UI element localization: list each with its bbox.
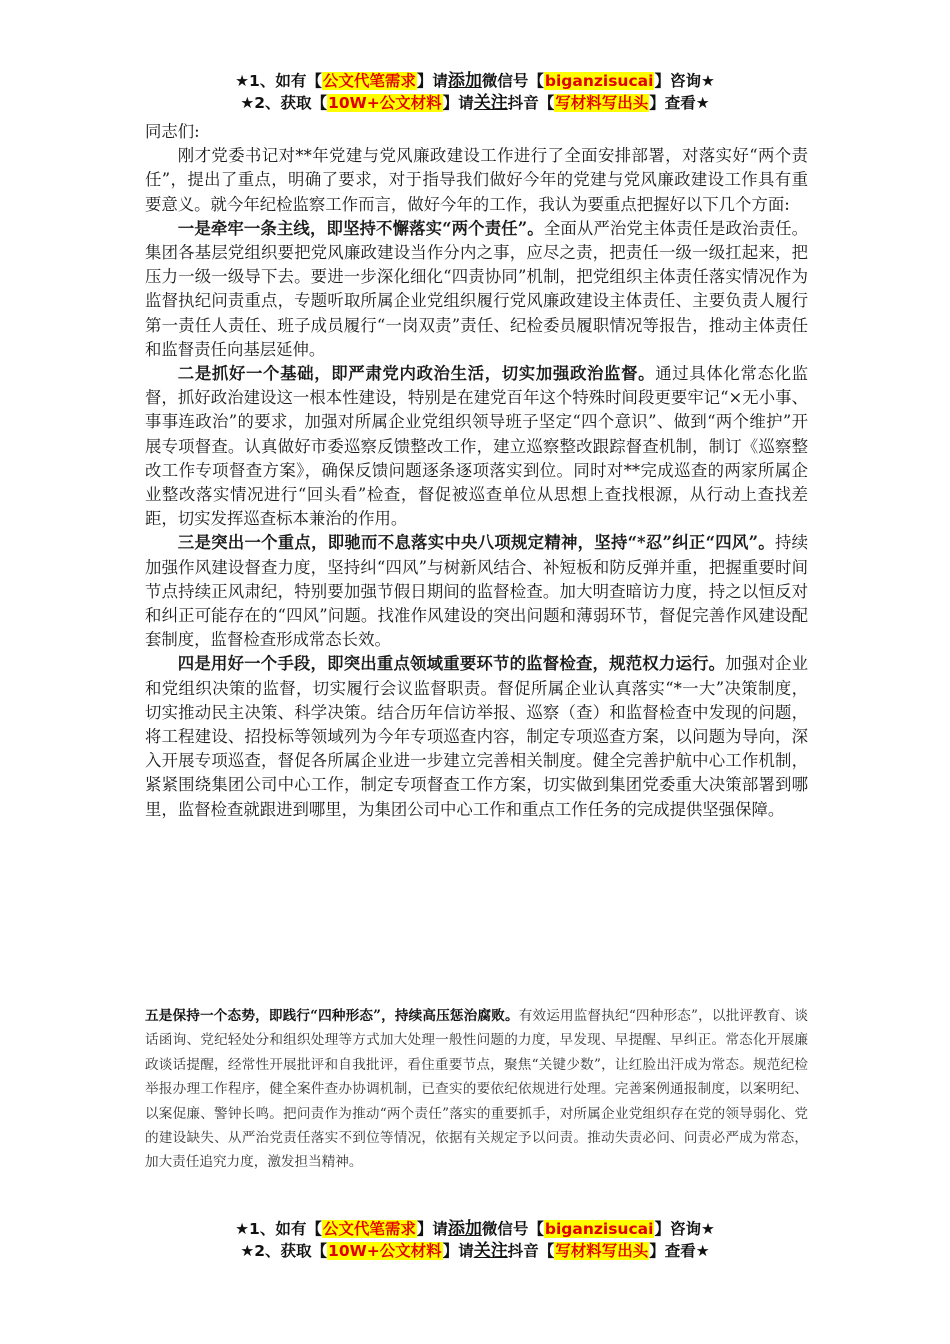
banner-highlight: 10W+公文材料 [328, 1242, 442, 1260]
banner-line-2: ★2、获取【10W+公文材料】请关注抖音【写材料写出头】查看★ [240, 93, 710, 113]
paragraph-4-heading: 四是用好一个手段，即突出重点领域重要环节的监督检查，规范权力运行。 [177, 654, 726, 674]
top-banner [0, 70, 950, 114]
banner-highlight: 写材料写出头 [555, 94, 649, 112]
banner-highlight: 10W+公文材料 [328, 94, 442, 112]
banner-line-1: ★1、如有【公文代笔需求】请添加微信号【biganzisucai】咨询★ [235, 71, 715, 91]
paragraph-2-heading: 二是抓好一个基础，即严肃党内政治生活，切实加强政治监督。 [177, 364, 656, 384]
salutation: 同志们: [145, 122, 200, 141]
paragraph-1: 一是牵牢一条主线，即坚持不懈落实“两个责任”。全面从严治党主体责任是政治责任。集团各基层党组织要把党风廉政建设当作分内之事，应尽之责，把责任一级一级扛起来，把压力一级一级导下去。要进一步深化细化“四责协同”机制，把党组织主体责任落实情况作为监督执纪问责重点，专题听取所属企业党组织履行党风廉政建设主体责任、主要负责人履行第一责任人责任、班子成员履行“一岗双责”责任、纪检委员履职情况等报告，推动主体责任和监督责任向基层延伸。 [145, 218, 809, 359]
paragraph-4: 四是用好一个手段，即突出重点领域重要环节的监督检查，规范权力运行。加强对企业和党组织决策的监督，切实履行会议监督职责。督促所属企业认真落实“*一大”决策制度，切实推动民主决策、科学决策。结合历年信访举报、巡察（查）和监督检查中发现的问题，将工程建设、招投标等领域列为今年专项巡查内容，制定专项巡查方案，以问题为导向，深入开展专项巡查，督促各所属企业进一步建立完善相关制度。健全完善护航中心工作机制，紧紧围绕集团公司中心工作，制定专项督查工作方案，切实做到集团党委重大决策部署到哪里，监督检查就跟进到哪里，为集团公司中心工作和重点工作任务的完成提供坚强保障。 [145, 654, 808, 819]
banner-highlight: 公文代笔需求 [322, 72, 416, 90]
banner-highlight: 写材料写出头 [555, 1242, 649, 1260]
paragraph-3-heading: 三是突出一个重点，即驰而不息落实中央八项规定精神，坚持“*忍”纠正“四风”。 [177, 533, 775, 553]
bottom-banner [0, 1218, 950, 1262]
paragraph-5: 五是保持一个态势，即践行“四种形态”，持续高压惩治腐败。有效运用监督执纪“四种形态”，以批评教育、谈话函询、党纪轻处分和组织处理等方式加大处理一般性问题的力度，早发现、早提醒、早纠正。常态化开展廉政谈话提醒，经常性开展批评和自我批评，看住重要节点，聚焦“关键少数”，让红脸出汗成为常态。规范纪检举报办理工作程序，健全案件查办协调机制，已查实的要依纪依规进行处理。完善案例通报制度，以案明纪、以案促廉、警钟长鸣。把问责作为推动“两个责任”落实的重要抓手，对所属企业党组织存在党的领导弱化、党的建设缺失、从严治党责任落实不到位等情况，依据有关规定予以问责。推动失责必问、问责必严成为常态，加大责任追究力度，激发担当精神。 [145, 1008, 808, 1171]
document-body [145, 120, 808, 822]
paragraph-2: 二是抓好一个基础，即严肃党内政治生活，切实加强政治监督。通过具体化常态化监督，抓好政治建设这一根本性建设，特别是在建党百年这个特殊时间段更要牢记“×无小事、事事连政治”的要求，加强对所属企业党组织领导班子坚定“四个意识”、做到“两个维护”开展专项督查。认真做好市委巡察反馈整改工作，建立巡察整改跟踪督查机制，制订《巡察整改工作专项督查方案》，确保反馈问题逐条逐项落实到位。同时对**完成巡查的两家所属企业整改落实情况进行“回头看”检查，督促被巡查单位从思想上查找根源，从行动上查找差距，切实发挥巡查标本兼治的作用。 [145, 364, 809, 529]
intro-paragraph: 刚才党委书记对**年党建与党风廉政建设工作进行了全面安排部署，对落实好“两个责任”，提出了重点，明确了要求，对于指导我们做好今年的党建与党风廉政建设工作具有重要意义。就今年纪检监察工作而言，做好今年的工作，我认为要重点把握好以下几个方面: [145, 146, 808, 214]
paragraph-1-heading: 一是牵牢一条主线，即坚持不懈落实“两个责任”。 [177, 218, 544, 238]
banner-line-2: ★2、获取【10W+公文材料】请关注抖音【写材料写出头】查看★ [240, 1241, 710, 1261]
paragraph-3: 三是突出一个重点，即驰而不息落实中央八项规定精神，坚持“*忍”纠正“四风”。持续加强作风建设督查力度，坚持纠“四风”与树新风结合、补短板和防反弹并重，把握重要时间节点持续正风肃纪，特别要加强节假日期间的监督检查。加大明查暗访力度，持之以恒反对和纠正可能存在的“四风”问题。找准作风建设的突出问题和薄弱环节，督促完善作风建设配套制度，监督检查形成常态长效。 [145, 533, 809, 650]
paragraph-5-heading: 五是保持一个态势，即践行“四种形态”，持续高压惩治腐败。 [145, 1008, 519, 1024]
banner-line-1: ★1、如有【公文代笔需求】请添加微信号【biganzisucai】咨询★ [235, 1219, 715, 1239]
banner-highlight: 公文代笔需求 [322, 1220, 416, 1238]
banner-highlight: biganzisucai [544, 72, 654, 90]
banner-highlight: biganzisucai [544, 1220, 654, 1238]
